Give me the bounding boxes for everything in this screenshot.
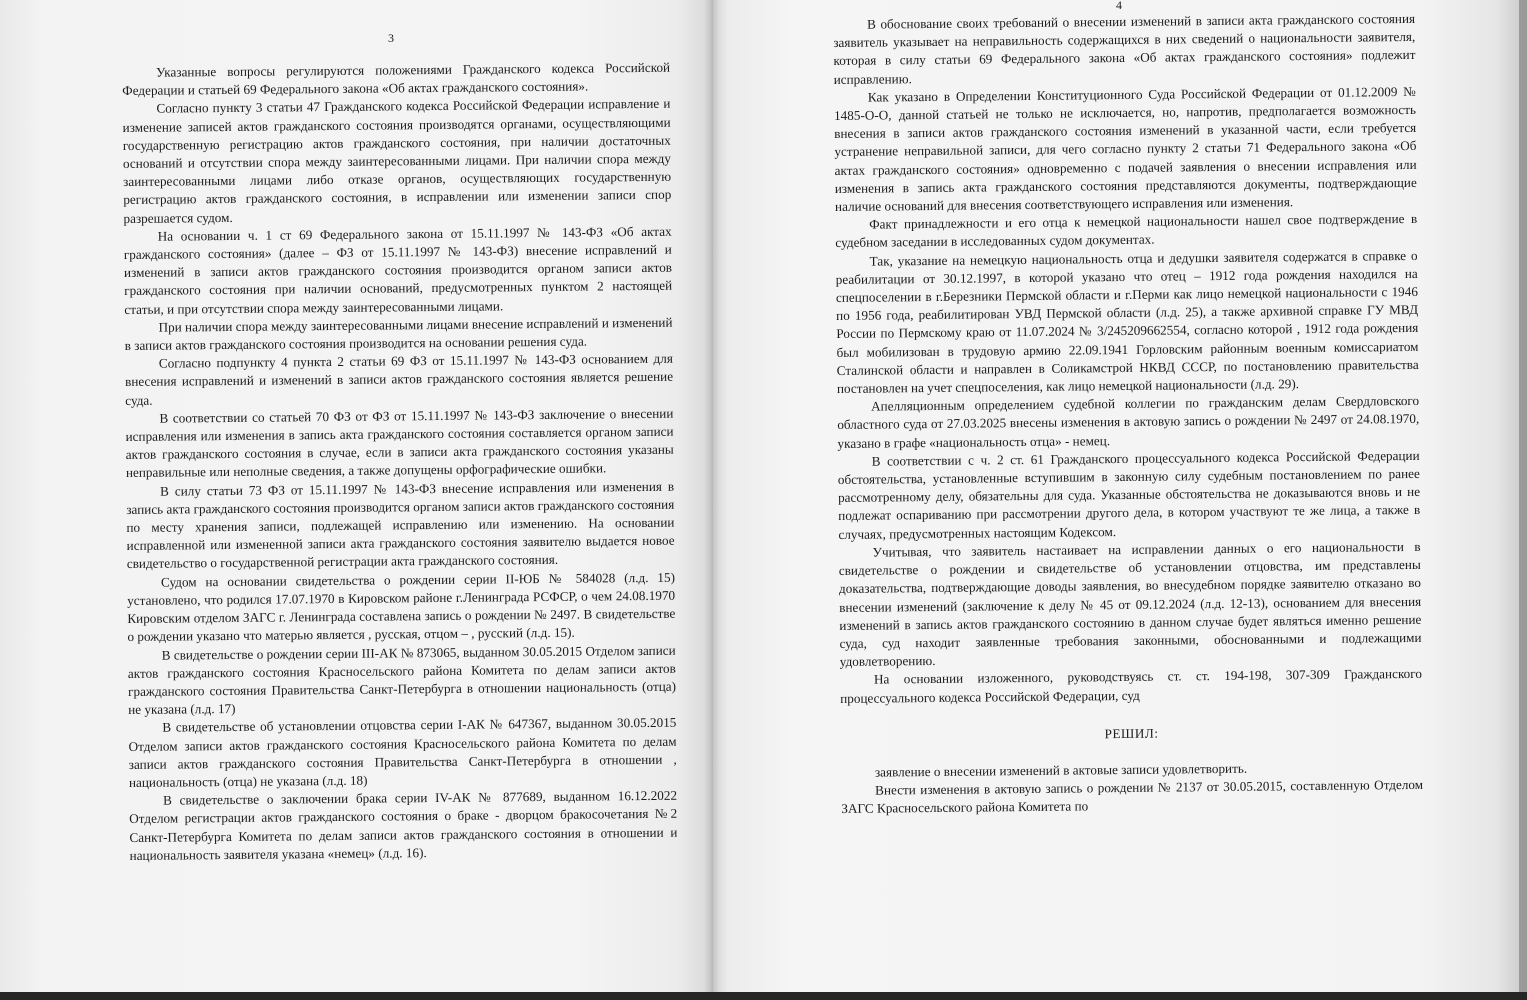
page-gutter: [704, 0, 720, 1000]
decision-paragraph: Внести изменения в актовую запись о рождении № 2137 от 30.05.2015, составленную Отделом ЗАГС Красносельского района Комитета по: [841, 776, 1424, 817]
paragraph: Судом на основании свидетельства о рождении серии II-ЮБ № 584028 (л.д. 15) установлено, что родился 17.07.1970 в Кировском районе г.Ленинграда РСФСР, о чем 24.08.1970 Кировским отделом ЗАГС г. Ленинграда составлена запись о рождении № 2497. В свидетельстве о рождении указано что матерью является , русская, отцом – , русский (л.д. 15).: [127, 569, 676, 645]
paragraph: В обоснование своих требований о внесении изменений в записи акта гражданского состояния заявитель указывает на неправильность содержащихся в них сведений о национальности заявителя, которая в силу статьи 69 Федерального закона «Об актах гражданского состояния» подлежит исправлению.: [833, 10, 1416, 87]
paragraph: В свидетельстве о рождении серии III-АК № 873065, выданном 30.05.2015 Отделом записи актов гражданского состояния Красносельского района Комитета по делам записи актов гражданского состояния Правительства Санкт-Петербурга в отношении национальность (отца) не указана (л.д. 17): [127, 642, 677, 718]
paragraph: Так, указание на немецкую национальность отца и дедушки заявителя содержатся в справке о реабилитации от 30.12.1997, в которой указано что отец – 1912 года рождения находился на спецпоселении в г.Березники Пермской области и г.Перми как лицо немецкой национальности с 1946 по 1956 года, реабилитирован УВД Пермской области (л.д. 25), а также архивной справке ГУ МВД России по Пермскому краю от 11.07.2024 № 3/245209662554, согласно которой , 1912 года рождения был мобилизован в трудовую армию 22.09.1941 Горловским районным военным комиссариатом Сталинской области и направлен в Соликамстрой НКВД СССР, по постановлению правительства постановлен на учет спецпоселения, как лицо немецкой национальности (л.д. 29).: [835, 247, 1419, 397]
paragraph: В соответствии со статьей 70 ФЗ от ФЗ от 15.11.1997 № 143-ФЗ заключение о внесении исправления или изменения в запись акта гражданского состояния составляется органом записи актов гражданского состояния в случае, если в записи акта гражданского состояния указаны неправильные или неполные сведения, а также допущены орфографические ошибки.: [125, 405, 674, 481]
left-page-text: [122, 59, 678, 865]
paragraph: Апелляционным определением судебной коллегии по гражданским делам Свердловского областного суда от 27.03.2025 внесены изменения в актовую запись о рождении № 2497 от 24.08.1970, указано в графе «национальность отца» - немец.: [837, 393, 1420, 451]
paragraph: Учитывая, что заявитель настаивает на исправлении данных о его национальности в свидетельстве о рождении и свидетельстве об установлении отцовства, им представлены доказательства, подтверждающие доводы заявления, во внесудебном порядке заявителю отказано во внесении изменений (заключение к делу № 45 от 09.12.2024 (л.д. 12-13), основанием для внесения изменений в запись актов гражданского состоянию в данном случае будет являться именно решение суда, суд находит заявленные требования законными, обоснованными и подлежащими удовлетворению.: [838, 538, 1422, 670]
table-surface: [0, 992, 1527, 1000]
page-number: 3: [388, 31, 394, 45]
paragraph: Как указано в Определении Конституционного Суда Российской Федерации от 01.12.2009 № 1485-О-О, данной статьей не только не исключается, но, напротив, предполагается возможность внесения в записи актов гражданского состояния изменений в указанной части, если требуется устранение неправильной записи, для чего согласно пункту 2 статьи 71 Федерального закона «Об актах гражданского состояния» одновременно с подачей заявления о внесении исправления или изменения в запись акта гражданского состояния представляются документы, подтверждающие наличие оснований для внесения соответствующего исправления или изменения.: [833, 83, 1417, 215]
paragraph: На основании изложенного, руководствуясь ст. ст. 194-198, 307-309 Гражданского процессуального кодекса Российской Федерации, суд: [840, 666, 1422, 706]
right-page-text: [833, 10, 1423, 819]
paragraph: В соответствии с ч. 2 ст. 61 Гражданского процессуального кодекса Российской Федерации обстоятельства, установленные вступившим в законную силу судебным постановлением по ранее рассмотренному делу, обязательны для суда. Указанные обстоятельства не доказываются вновь и не подлежат оспариванию при рассмотрении другого дела, в котором участвуют те же лица, а также в случаях, предусмотренных настоящим Кодексом.: [837, 447, 1421, 542]
paragraph: Согласно подпункту 4 пункта 2 статьи 69 ФЗ от 15.11.1997 № 143-ФЗ основанием для внесения исправлений и изменений в записи актов гражданского состояния является решение суда.: [124, 350, 674, 408]
paragraph: В свидетельстве о заключении брака серии IV-АК № 877689, выданном 16.12.2022 Отделом регистрации актов гражданского состояния о браке - дворцом бракосочетания №2 Санкт-Петербурга Комитета по делам записи актов гражданского состояния в отношении и национальность заявителя указана «немец» (л.д. 16).: [129, 787, 678, 863]
decision-paragraph: заявление о внесении изменений в актовые записи удовлетворить.: [874, 760, 1248, 780]
paragraph: Факт принадлежности и его отца к немецкой национальности нашел свое подтверждение в судебном заседании в исследованных судом документах.: [835, 211, 1418, 251]
left-page: [0, 0, 712, 1000]
decision-heading: РЕШИЛ:: [1104, 725, 1159, 741]
right-page: [712, 0, 1520, 1000]
page-edge: [1519, 0, 1527, 1000]
paragraph: В силу статьи 73 ФЗ от 15.11.1997 № 143-ФЗ внесение исправления или изменения в запись акта гражданского состояния производится органом записи актов гражданского состояния по месту хранения записи, подлежащей исправлению или изменению. На основании исправленной или измененной записи акта гражданского состояния заявителю выдается новое свидетельство о государственной регистрации акта гражданского состояния.: [126, 478, 675, 572]
paragraph: При наличии спора между заинтересованными лицами внесение исправлений и изменений в записи актов гражданского состояния производится на основании решения суда.: [124, 314, 673, 354]
page-number: 4: [1116, 0, 1122, 12]
paragraph: В свидетельстве об установлении отцовства серии I-АК № 647367, выданном 30.05.2015 Отделом записи актов гражданского состояния Красносельского района Комитета по делам записи актов гражданского состояния Правительства Санкт-Петербурга в отношении , национальность (отца) не указана (л.д. 18): [128, 715, 677, 790]
paragraph: Согласно пункту 3 статьи 47 Гражданского кодекса Российской Федерации исправление и изменение записей актов гражданского состояния производятся органами, осуществляющими государственную регистрацию актов гражданского состояния, при наличии достаточных оснований и отсутствии спора между заинтересованными лицами. При наличии спора между заинтересованными лицами либо отказе органов, осуществляющих государственную регистрацию актов гражданского состояния, в исправлении или изменении записи спор разрешается судом.: [122, 96, 672, 226]
paragraph: Указанные вопросы регулируются положениями Гражданского кодекса Российской Федерации и статьей 69 Федерального закона «Об актах гражданского состояния».: [122, 59, 671, 99]
paragraph: На основании ч. 1 ст 69 Федерального закона от 15.11.1997 № 143-ФЗ «Об актах гражданского состояния» (далее – ФЗ от 15.11.1997 № 143-ФЗ) внесение исправлений и изменений в записи актов гражданского состояния производится органом записи актов гражданского состояния при наличии оснований, предусмотренных пунктом 2 настоящей статьи, и при отсутствии спора между заинтересованными лицами.: [123, 223, 673, 317]
